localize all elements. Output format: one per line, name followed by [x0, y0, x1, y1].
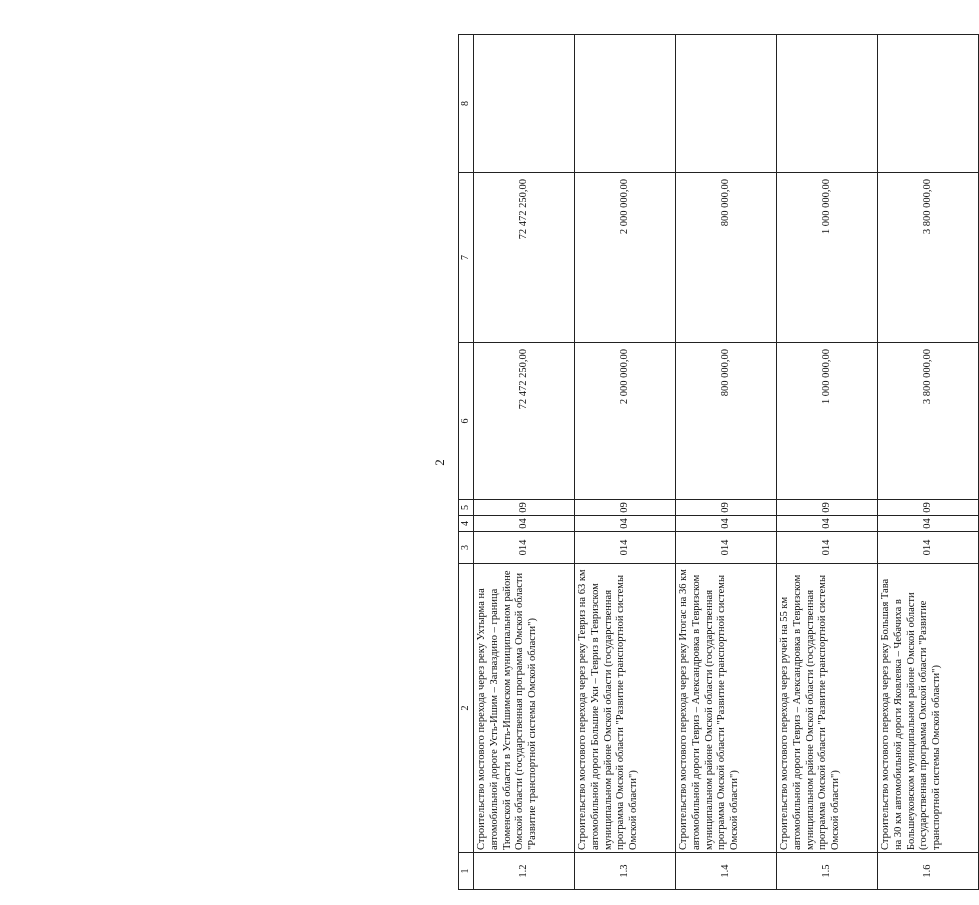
amount-column-8	[474, 35, 575, 173]
amount-column-8	[575, 35, 676, 173]
row-number: 1.6	[878, 853, 979, 890]
header-cell: 6	[459, 343, 474, 500]
amount-column-8	[676, 35, 777, 173]
amount-column-7: 1 000 000,00	[777, 173, 878, 343]
row-description: Строительство мостового перехода через ручей на 55 км автомобильной дороги Тевриз – Александровка в Тевризском муниципальном районе Омской области (государственная программа Омской области "Развитие транспортной системы Омской области")	[777, 564, 878, 853]
header-cell: 7	[459, 173, 474, 343]
row-number: 1.3	[575, 853, 676, 890]
header-cell: 5	[459, 500, 474, 516]
table-row	[777, 35, 878, 890]
rotated-document-page	[0, 35, 943, 890]
code-admin: 014	[474, 532, 575, 564]
amount-column-8	[777, 35, 878, 173]
row-number: 1.5	[777, 853, 878, 890]
table-row	[878, 35, 979, 890]
table-row	[474, 35, 575, 890]
code-subsection: 09	[676, 500, 777, 516]
page-number: 2	[432, 459, 447, 466]
code-subsection: 09	[878, 500, 979, 516]
amount-total: 800 000,00	[676, 343, 777, 500]
amount-column-7: 2 000 000,00	[575, 173, 676, 343]
amount-column-7: 72 472 250,00	[474, 173, 575, 343]
amount-column-7: 800 000,00	[676, 173, 777, 343]
header-cell: 3	[459, 532, 474, 564]
row-description: Строительство мостового перехода через реку Итогас на 36 км автомобильной дороги Тевриз – Александровка в Тевризском муниципальном районе Омской области (государственная программа Омской области "Развитие транспортной системы Омской области")	[676, 564, 777, 853]
code-subsection: 09	[777, 500, 878, 516]
amount-total: 72 472 250,00	[474, 343, 575, 500]
amount-total: 3 800 000,00	[878, 343, 979, 500]
table-row	[676, 35, 777, 890]
header-cell: 4	[459, 516, 474, 532]
row-number: 1.2	[474, 853, 575, 890]
row-description: Строительство мостового перехода через реку Большая Тава на 30 км автомобильной дороги Яковлевка – Чебачиха в Большеуковском муниципальном районе Омской области (государственная программа Омской области "Развитие транспортной системы Омской области")	[878, 564, 979, 853]
table-row	[575, 35, 676, 890]
code-section: 04	[878, 516, 979, 532]
code-section: 04	[777, 516, 878, 532]
code-section: 04	[474, 516, 575, 532]
code-section: 04	[676, 516, 777, 532]
code-section: 04	[575, 516, 676, 532]
row-description: Строительство мостового перехода через реку Тевриз на 63 км автомобильной дороги Большие Уки – Тевриз в Тевризском муниципальном районе Омской области (государственная программа Омской области "Развитие транспортной системы Омской области")	[575, 564, 676, 853]
row-number: 1.4	[676, 853, 777, 890]
code-admin: 014	[777, 532, 878, 564]
row-description: Строительство мостового перехода через реку Ухтырма на автомобильной дороге Усть-Ишим – Загваздино – граница Тюменской области в Усть-Ишимском муниципальном районе Омской области (государственная программа Омской области "Развитие транспортной системы Омской области")	[474, 564, 575, 853]
code-admin: 014	[575, 532, 676, 564]
header-cell: 2	[459, 564, 474, 853]
code-subsection: 09	[474, 500, 575, 516]
code-admin: 014	[878, 532, 979, 564]
code-admin: 014	[676, 532, 777, 564]
amount-column-8	[878, 35, 979, 173]
amount-total: 2 000 000,00	[575, 343, 676, 500]
table-header-row	[459, 35, 474, 890]
header-cell: 1	[459, 853, 474, 890]
header-cell: 8	[459, 35, 474, 173]
amount-total: 1 000 000,00	[777, 343, 878, 500]
budget-table	[458, 34, 979, 890]
amount-column-7: 3 800 000,00	[878, 173, 979, 343]
code-subsection: 09	[575, 500, 676, 516]
